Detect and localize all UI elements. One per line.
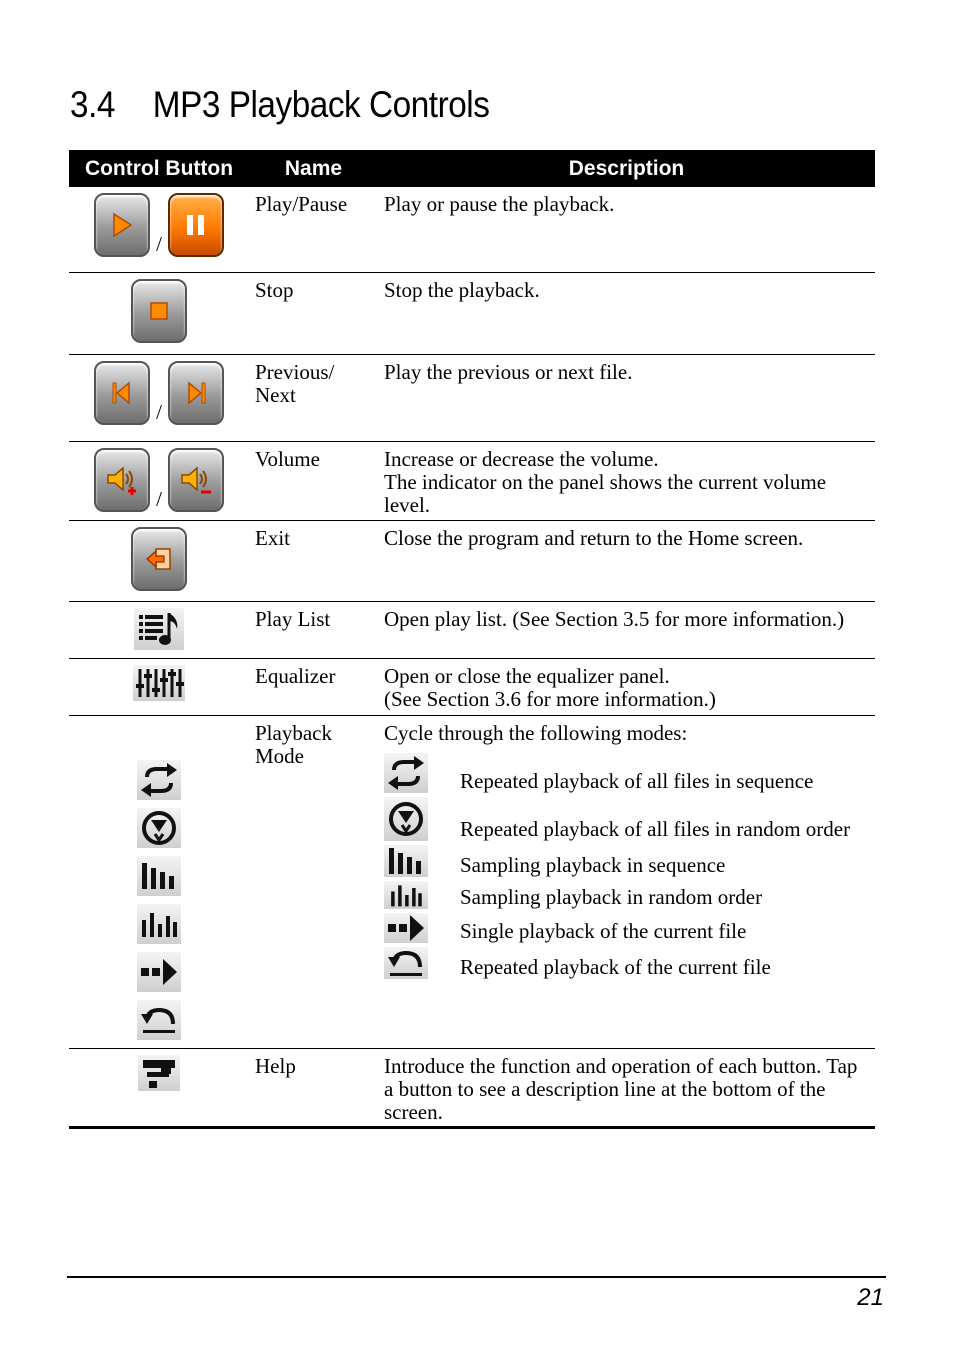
row-name: Play List [249,601,378,658]
table-row [69,354,875,441]
list-item [384,797,865,841]
equalizer-icon [133,665,185,701]
row-description: Introduce the function and operation of each button. Tap a button to see a description line at the bottom of the screen. [384,1053,858,1124]
row-description: The indicator on the panel shows the current volume level. [384,469,827,517]
list-item [384,753,865,793]
row-description: Close the program and return to the Home screen. [384,525,804,550]
list-item [384,845,865,877]
table-row [69,441,875,520]
repeat-all-icon [137,760,181,800]
stop-icon [131,279,187,343]
row-name: Previous/ Next [249,354,378,441]
list-item [384,913,865,943]
page-number: 21 [857,1284,884,1311]
play-icon [94,193,150,257]
header-control-button: Control Button [69,150,249,187]
separator: / [156,399,162,424]
table-row [69,272,875,354]
row-description: Open or close the equalizer panel. [384,663,670,688]
row-description: Play the previous or next file. [384,359,633,384]
mode-text: Sampling playback in sequence [460,852,726,877]
mode-text: Single playback of the current file [460,918,747,943]
sample-random-icon [137,904,181,944]
table-row [69,1048,875,1127]
table-row [69,520,875,601]
section-heading [70,84,489,126]
repeat-one-icon [384,947,428,979]
repeat-one-icon [137,1000,181,1040]
row-description: Stop the playback. [384,277,540,302]
playlist-icon [134,608,184,650]
mode-text: Repeated playback of all files in sequence [460,768,814,793]
separator: / [156,232,162,256]
row-description: Play or pause the playback. [384,192,615,216]
shuffle-icon [384,797,428,841]
row-name: Equalizer [249,658,378,715]
exit-icon [131,527,187,591]
row-description: (See Section 3.6 for more information.) [384,686,716,711]
mode-text: Repeated playback of the current file [460,954,771,979]
section-number: 3.4 [70,84,115,125]
section-title: MP3 Playback Controls [152,84,490,125]
mode-text: Repeated playback of all files in random order [460,816,851,841]
list-item [384,881,865,909]
table-row [69,715,875,1048]
shuffle-icon [137,808,181,848]
repeat-all-icon [384,753,428,793]
mode-list [384,753,865,979]
pause-icon [168,193,224,257]
single-play-icon [137,952,181,992]
row-description: Open play list. (See Section 3.5 for more information.) [384,606,845,631]
sample-random-icon [384,881,428,909]
previous-icon [94,361,150,425]
mode-text: Sampling playback in random order [460,884,763,909]
table-row [69,187,875,272]
sample-sequence-icon [384,845,428,877]
sample-sequence-icon [137,856,181,896]
row-name: Playback Mode [249,715,378,1048]
controls-table [69,150,875,1129]
row-name: Volume [249,441,378,520]
table-row [69,601,875,658]
next-icon [168,361,224,425]
header-name: Name [249,150,378,187]
table-row [69,658,875,715]
volume-down-icon [168,448,224,512]
row-name: Play/Pause [249,187,378,272]
table-header-row [69,150,875,187]
help-icon [138,1055,180,1091]
row-name: Exit [249,520,378,601]
row-name: Help [249,1048,378,1127]
separator: / [156,486,162,511]
volume-up-icon [94,448,150,512]
footer-divider [67,1276,886,1278]
single-play-icon [384,913,428,943]
row-name: Stop [249,272,378,354]
row-description: Cycle through the following modes: [384,720,688,745]
row-description: Increase or decrease the volume. [384,446,659,471]
list-item [384,947,865,979]
header-description: Description [378,150,875,187]
